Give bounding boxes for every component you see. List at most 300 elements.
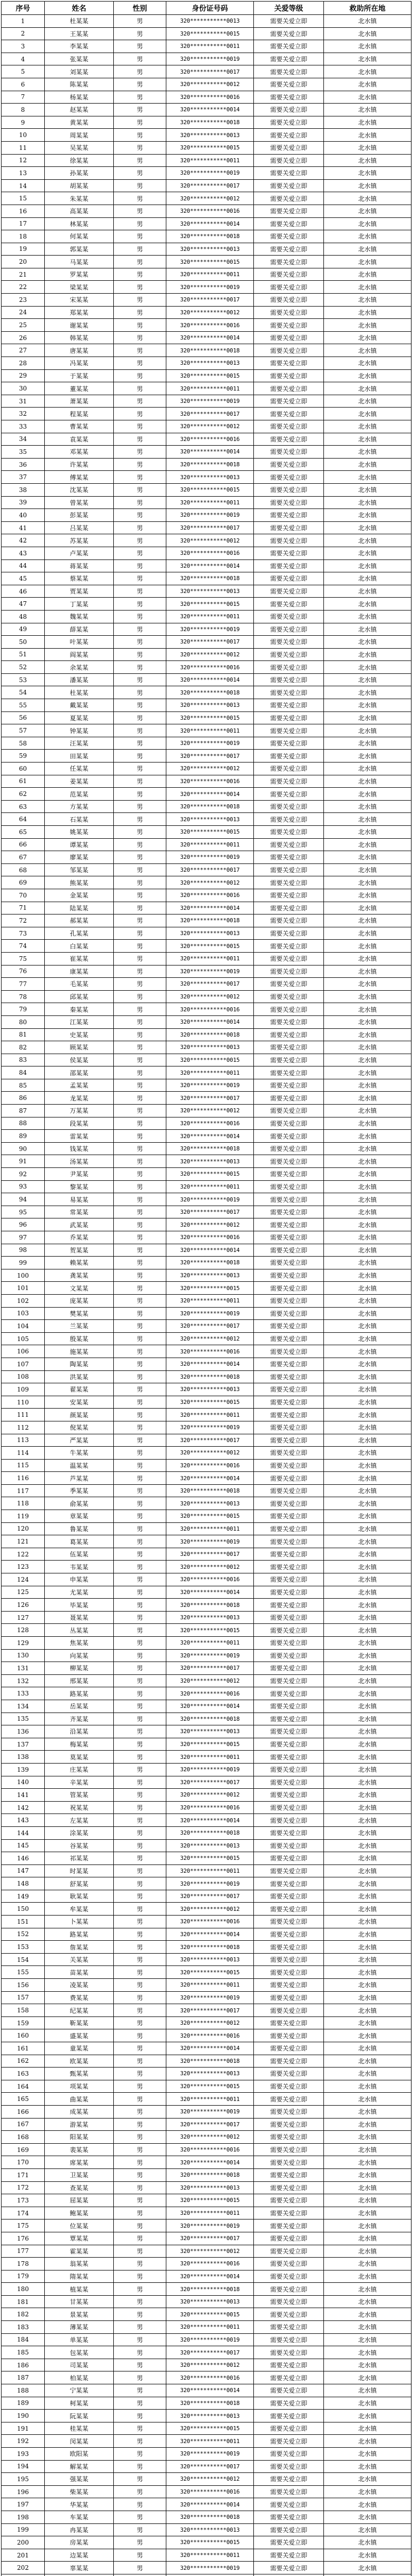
cell-location: 北水镇 [324, 230, 411, 243]
cell-care-level: 需要关爱立即 [254, 1801, 324, 1814]
cell-id-number: 320***********0017 [166, 65, 254, 78]
cell-no: 201 [2, 2549, 45, 2562]
cell-sex: 男 [114, 1294, 166, 1307]
cell-location: 北水镇 [324, 1155, 411, 1168]
cell-sex: 男 [114, 598, 166, 611]
cell-no: 151 [2, 1916, 45, 1928]
table-row [2, 1865, 411, 1877]
cell-id-number: 320***********0019 [166, 2219, 254, 2232]
cell-sex: 男 [114, 1637, 166, 1650]
cell-sex: 男 [114, 1079, 166, 1092]
cell-no: 131 [2, 1662, 45, 1675]
cell-location: 北水镇 [324, 1637, 411, 1650]
cell-name: 路某某 [45, 1928, 114, 1941]
cell-no: 83 [2, 1054, 45, 1066]
cell-name: 乔某某 [45, 1231, 114, 1244]
cell-id-number: 320***********0014 [166, 1700, 254, 1713]
table-row [2, 1130, 411, 1143]
cell-location: 北水镇 [324, 1561, 411, 1573]
cell-no: 152 [2, 1928, 45, 1941]
cell-location: 北水镇 [324, 863, 411, 876]
cell-care-level: 需要关爱立即 [254, 1903, 324, 1916]
cell-no: 127 [2, 1611, 45, 1624]
table-row [2, 2118, 411, 2131]
cell-sex: 男 [114, 788, 166, 801]
cell-sex: 男 [114, 2143, 166, 2156]
cell-id-number: 320***********0012 [166, 1105, 254, 1117]
cell-id-number: 320***********0017 [166, 179, 254, 192]
cell-name: 宋某某 [45, 294, 114, 307]
cell-location: 北水镇 [324, 623, 411, 636]
cell-no: 164 [2, 2080, 45, 2093]
table-row [2, 2283, 411, 2296]
cell-sex: 男 [114, 851, 166, 864]
cell-care-level: 需要关爱立即 [254, 1282, 324, 1295]
cell-name: 何某某 [45, 230, 114, 243]
cell-name: 涂某某 [45, 1826, 114, 1839]
cell-name: 马某某 [45, 256, 114, 268]
table-row [2, 15, 411, 28]
cell-sex: 男 [114, 217, 166, 230]
cell-sex: 男 [114, 483, 166, 496]
cell-sex: 男 [114, 116, 166, 129]
table-row [2, 1548, 411, 1561]
cell-id-number: 320***********0012 [166, 192, 254, 205]
cell-id-number: 320***********0014 [166, 1472, 254, 1485]
cell-care-level: 需要关爱立即 [254, 78, 324, 91]
cell-no: 116 [2, 1472, 45, 1485]
cell-id-number: 320***********0017 [166, 1206, 254, 1218]
cell-no: 174 [2, 2207, 45, 2219]
cell-care-level: 需要关爱立即 [254, 2359, 324, 2371]
cell-no: 183 [2, 2321, 45, 2334]
table-row [2, 2384, 411, 2397]
cell-name: 管某某 [45, 1789, 114, 1802]
cell-no: 55 [2, 699, 45, 712]
table-row [2, 2245, 411, 2258]
cell-name: 谷某某 [45, 1839, 114, 1852]
cell-id-number: 320***********0019 [166, 623, 254, 636]
cell-name: 江某某 [45, 1015, 114, 1028]
cell-care-level: 需要关爱立即 [254, 547, 324, 560]
cell-location: 北水镇 [324, 331, 411, 344]
cell-id-number: 320***********0013 [166, 243, 254, 256]
cell-id-number: 320***********0014 [166, 217, 254, 230]
cell-care-level: 需要关爱立即 [254, 902, 324, 914]
table-row [2, 243, 411, 256]
cell-sex: 男 [114, 686, 166, 699]
cell-no: 80 [2, 1015, 45, 1028]
cell-id-number: 320***********0013 [166, 357, 254, 370]
cell-id-number: 320***********0015 [166, 2422, 254, 2435]
cell-sex: 男 [114, 1586, 166, 1599]
cell-id-number: 320***********0013 [166, 2181, 254, 2194]
cell-id-number: 320***********0018 [166, 1257, 254, 1269]
table-row [2, 610, 411, 623]
table-row [2, 1231, 411, 1244]
cell-sex: 男 [114, 1130, 166, 1143]
cell-location: 北水镇 [324, 699, 411, 712]
cell-sex: 男 [114, 1117, 166, 1130]
cell-sex: 男 [114, 623, 166, 636]
cell-care-level: 需要关爱立即 [254, 965, 324, 978]
cell-no: 181 [2, 2295, 45, 2308]
table-row [2, 2270, 411, 2283]
cell-id-number: 320***********0013 [166, 1383, 254, 1396]
cell-id-number: 320***********0017 [166, 2232, 254, 2245]
cell-location: 北水镇 [324, 1865, 411, 1877]
table-row [2, 2016, 411, 2029]
cell-no: 93 [2, 1180, 45, 1193]
cell-id-number: 320***********0019 [166, 1193, 254, 1206]
cell-care-level: 需要关爱立即 [254, 1548, 324, 1561]
cell-location: 北水镇 [324, 788, 411, 801]
cell-id-number: 320***********0012 [166, 534, 254, 547]
cell-name: 雷某某 [45, 1130, 114, 1143]
cell-sex: 男 [114, 1991, 166, 2004]
cell-sex: 男 [114, 1738, 166, 1751]
cell-sex: 男 [114, 1599, 166, 1612]
cell-no: 191 [2, 2422, 45, 2435]
cell-sex: 男 [114, 1776, 166, 1789]
table-row [2, 1903, 411, 1916]
cell-sex: 男 [114, 2308, 166, 2321]
cell-no: 104 [2, 1320, 45, 1333]
cell-no: 133 [2, 1687, 45, 1700]
cell-no: 34 [2, 433, 45, 446]
table-row [2, 2232, 411, 2245]
cell-no: 180 [2, 2283, 45, 2296]
cell-sex: 男 [114, 1713, 166, 1725]
cell-no: 32 [2, 408, 45, 420]
cell-care-level: 需要关爱立即 [254, 521, 324, 534]
cell-id-number: 320***********0018 [166, 1028, 254, 1041]
cell-no: 75 [2, 952, 45, 965]
cell-no: 46 [2, 585, 45, 598]
cell-id-number: 320***********0017 [166, 2004, 254, 2017]
cell-id-number: 320***********0012 [166, 1789, 254, 1802]
cell-name: 柴某某 [45, 2485, 114, 2498]
cell-no: 157 [2, 1991, 45, 2004]
cell-name: 叶某某 [45, 636, 114, 649]
cell-name: 欧阳某 [45, 2448, 114, 2461]
cell-sex: 男 [114, 826, 166, 839]
cell-name: 芦某某 [45, 1472, 114, 1485]
cell-sex: 男 [114, 1877, 166, 1890]
table-row [2, 2574, 411, 2576]
cell-care-level: 需要关爱立即 [254, 610, 324, 623]
cell-id-number: 320***********0018 [166, 800, 254, 813]
cell-location: 北水镇 [324, 610, 411, 623]
cell-no: 121 [2, 1535, 45, 1548]
table-row [2, 889, 411, 902]
cell-sex: 男 [114, 1396, 166, 1409]
cell-sex: 男 [114, 813, 166, 826]
cell-id-number: 320***********0015 [166, 141, 254, 154]
table-row [2, 1396, 411, 1409]
cell-sex: 男 [114, 927, 166, 940]
cell-name: 龚某某 [45, 1269, 114, 1282]
cell-care-level: 需要关爱立即 [254, 914, 324, 927]
cell-no: 190 [2, 2410, 45, 2422]
cell-no: 198 [2, 2511, 45, 2523]
table-row [2, 1472, 411, 1485]
cell-sex: 男 [114, 2485, 166, 2498]
cell-no: 158 [2, 2004, 45, 2017]
table-row [2, 1586, 411, 1599]
cell-sex: 男 [114, 357, 166, 370]
table-row [2, 636, 411, 649]
cell-location: 北水镇 [324, 724, 411, 737]
cell-sex: 男 [114, 420, 166, 433]
cell-id-number: 320***********0014 [166, 1130, 254, 1143]
cell-name: 祁某某 [45, 1852, 114, 1865]
table-row [2, 1966, 411, 1979]
cell-care-level: 需要关爱立即 [254, 2118, 324, 2131]
cell-sex: 男 [114, 673, 166, 686]
cell-name: 尤某某 [45, 1586, 114, 1599]
cell-care-level: 需要关爱立即 [254, 2029, 324, 2042]
cell-sex: 男 [114, 2232, 166, 2245]
cell-sex: 男 [114, 167, 166, 180]
cell-no: 134 [2, 1700, 45, 1713]
cell-id-number: 320***********0012 [166, 1447, 254, 1460]
cell-id-number: 320***********0012 [166, 2131, 254, 2144]
cell-location: 北水镇 [324, 2270, 411, 2283]
cell-sex: 男 [114, 534, 166, 547]
cell-care-level: 需要关爱立即 [254, 129, 324, 142]
cell-care-level: 需要关爱立即 [254, 2422, 324, 2435]
cell-care-level: 需要关爱立即 [254, 585, 324, 598]
cell-no: 184 [2, 2333, 45, 2346]
cell-no: 202 [2, 2562, 45, 2574]
cell-sex: 男 [114, 1358, 166, 1370]
cell-sex: 男 [114, 2435, 166, 2448]
cell-id-number: 320***********0012 [166, 762, 254, 775]
cell-sex: 男 [114, 344, 166, 357]
table-row [2, 306, 411, 319]
cell-location: 北水镇 [324, 1510, 411, 1523]
cell-location: 北水镇 [324, 319, 411, 332]
cell-id-number: 320***********0011 [166, 838, 254, 851]
header-sex: 性别 [114, 2, 166, 15]
table-row [2, 1637, 411, 1650]
cell-care-level: 需要关爱立即 [254, 623, 324, 636]
cell-id-number: 320***********0013 [166, 1155, 254, 1168]
table-row [2, 1003, 411, 1016]
cell-care-level: 需要关爱立即 [254, 863, 324, 876]
cell-id-number: 320***********0017 [166, 978, 254, 991]
cell-id-number: 320***********0019 [166, 2333, 254, 2346]
cell-id-number: 320***********0017 [166, 294, 254, 307]
cell-no: 78 [2, 990, 45, 1003]
cell-care-level: 需要关爱立即 [254, 395, 324, 408]
cell-id-number: 320***********0019 [166, 2448, 254, 2461]
cell-no: 11 [2, 141, 45, 154]
cell-location: 北水镇 [324, 1725, 411, 1738]
cell-id-number: 320***********0016 [166, 433, 254, 446]
cell-sex: 男 [114, 53, 166, 65]
cell-id-number: 320***********0013 [166, 813, 254, 826]
cell-location: 北水镇 [324, 2219, 411, 2232]
cell-no: 50 [2, 636, 45, 649]
cell-id-number: 320***********0016 [166, 1345, 254, 1358]
cell-id-number: 320***********0014 [166, 2384, 254, 2397]
cell-care-level: 需要关爱立即 [254, 876, 324, 889]
table-row [2, 1738, 411, 1751]
cell-location: 北水镇 [324, 1294, 411, 1307]
cell-name: 傅某某 [45, 471, 114, 484]
table-row [2, 1155, 411, 1168]
cell-name: 田某某 [45, 750, 114, 762]
cell-id-number: 320***********0012 [166, 2245, 254, 2258]
cell-sex: 男 [114, 547, 166, 560]
table-row [2, 167, 411, 180]
cell-id-number: 320***********0018 [166, 1713, 254, 1725]
table-row [2, 1015, 411, 1028]
cell-location: 北水镇 [324, 2258, 411, 2270]
cell-location: 北水镇 [324, 458, 411, 471]
table-row [2, 2219, 411, 2232]
cell-sex: 男 [114, 2498, 166, 2511]
table-row [2, 1624, 411, 1637]
cell-sex: 男 [114, 2562, 166, 2574]
cell-name: 苏某某 [45, 534, 114, 547]
cell-no: 49 [2, 623, 45, 636]
cell-name: 丁某某 [45, 598, 114, 611]
cell-no: 4 [2, 53, 45, 65]
cell-no: 163 [2, 2067, 45, 2080]
cell-sex: 男 [114, 1903, 166, 1916]
table-row [2, 2295, 411, 2308]
cell-sex: 男 [114, 294, 166, 307]
cell-name: 植某某 [45, 2283, 114, 2296]
cell-id-number: 320***********0011 [166, 1522, 254, 1535]
cell-name: 胡某某 [45, 179, 114, 192]
cell-sex: 男 [114, 2448, 166, 2461]
cell-id-number: 320***********0016 [166, 2258, 254, 2270]
cell-no: 193 [2, 2448, 45, 2461]
table-row [2, 1510, 411, 1523]
cell-location: 北水镇 [324, 2536, 411, 2549]
cell-sex: 男 [114, 521, 166, 534]
cell-name: 丛某某 [45, 1624, 114, 1637]
cell-location: 北水镇 [324, 192, 411, 205]
cell-location: 北水镇 [324, 2511, 411, 2523]
table-row [2, 1700, 411, 1713]
cell-name: 费某某 [45, 1991, 114, 2004]
cell-sex: 男 [114, 1700, 166, 1713]
cell-id-number: 320***********0018 [166, 2168, 254, 2181]
cell-no: 102 [2, 1294, 45, 1307]
table-row [2, 1649, 411, 1662]
cell-id-number: 320***********0013 [166, 1839, 254, 1852]
cell-id-number: 320***********0012 [166, 990, 254, 1003]
cell-location: 北水镇 [324, 838, 411, 851]
cell-location: 北水镇 [324, 1497, 411, 1510]
cell-name: 陆某某 [45, 902, 114, 914]
cell-location: 北水镇 [324, 2473, 411, 2486]
cell-id-number: 320***********0016 [166, 1117, 254, 1130]
table-row [2, 1953, 411, 1966]
cell-id-number: 320***********0018 [166, 686, 254, 699]
cell-location: 北水镇 [324, 1649, 411, 1662]
table-row [2, 91, 411, 104]
cell-care-level: 需要关爱立即 [254, 2549, 324, 2562]
cell-care-level: 需要关爱立即 [254, 1497, 324, 1510]
cell-id-number: 320***********0016 [166, 1459, 254, 1472]
table-row [2, 534, 411, 547]
cell-id-number: 320***********0013 [166, 1725, 254, 1738]
cell-sex: 男 [114, 1383, 166, 1396]
cell-care-level: 需要关爱立即 [254, 65, 324, 78]
cell-sex: 男 [114, 2105, 166, 2118]
cell-id-number: 320***********0011 [166, 268, 254, 281]
cell-care-level: 需要关爱立即 [254, 1725, 324, 1738]
cell-care-level: 需要关爱立即 [254, 1776, 324, 1789]
cell-id-number: 320***********0016 [166, 2029, 254, 2042]
cell-sex: 男 [114, 1662, 166, 1675]
cell-name: 伍某某 [45, 1548, 114, 1561]
cell-location: 北水镇 [324, 1700, 411, 1713]
cell-id-number: 320***********0015 [166, 2536, 254, 2549]
cell-location: 北水镇 [324, 2093, 411, 2106]
cell-care-level: 需要关爱立即 [254, 446, 324, 459]
cell-sex: 男 [114, 2181, 166, 2194]
table-row [2, 2485, 411, 2498]
cell-name: 宁某某 [45, 2384, 114, 2397]
cell-name: 贾某某 [45, 585, 114, 598]
cell-care-level: 需要关爱立即 [254, 1168, 324, 1181]
cell-sex: 男 [114, 2460, 166, 2473]
cell-name: 隋某某 [45, 2270, 114, 2283]
table-row [2, 1066, 411, 1079]
table-row [2, 420, 411, 433]
cell-care-level: 需要关爱立即 [254, 1015, 324, 1028]
table-row [2, 547, 411, 560]
cell-name: 俞某某 [45, 1497, 114, 1510]
cell-sex: 男 [114, 1687, 166, 1700]
cell-name: 庄某某 [45, 1763, 114, 1776]
cell-sex: 男 [114, 560, 166, 572]
cell-name: 柯某某 [45, 2397, 114, 2410]
cell-care-level: 需要关爱立即 [254, 2131, 324, 2144]
cell-location: 北水镇 [324, 1396, 411, 1409]
cell-no: 24 [2, 306, 45, 319]
cell-id-number: 320***********0016 [166, 1916, 254, 1928]
cell-location: 北水镇 [324, 1814, 411, 1827]
cell-id-number: 320***********0012 [166, 78, 254, 91]
cell-id-number: 320***********0016 [166, 2143, 254, 2156]
cell-location: 北水镇 [324, 2143, 411, 2156]
cell-name: 周某某 [45, 129, 114, 142]
cell-name: 尹某某 [45, 1168, 114, 1181]
cell-sex: 男 [114, 1763, 166, 1776]
cell-location: 北水镇 [324, 420, 411, 433]
table-row [2, 940, 411, 953]
cell-id-number: 320***********0014 [166, 1586, 254, 1599]
cell-location: 北水镇 [324, 902, 411, 914]
table-row [2, 2042, 411, 2055]
cell-sex: 男 [114, 914, 166, 927]
table-row [2, 458, 411, 471]
cell-care-level: 需要关爱立即 [254, 1662, 324, 1675]
table-row [2, 2422, 411, 2435]
cell-sex: 男 [114, 1282, 166, 1295]
table-row [2, 2194, 411, 2207]
cell-care-level: 需要关爱立即 [254, 2346, 324, 2359]
cell-care-level: 需要关爱立即 [254, 2156, 324, 2169]
